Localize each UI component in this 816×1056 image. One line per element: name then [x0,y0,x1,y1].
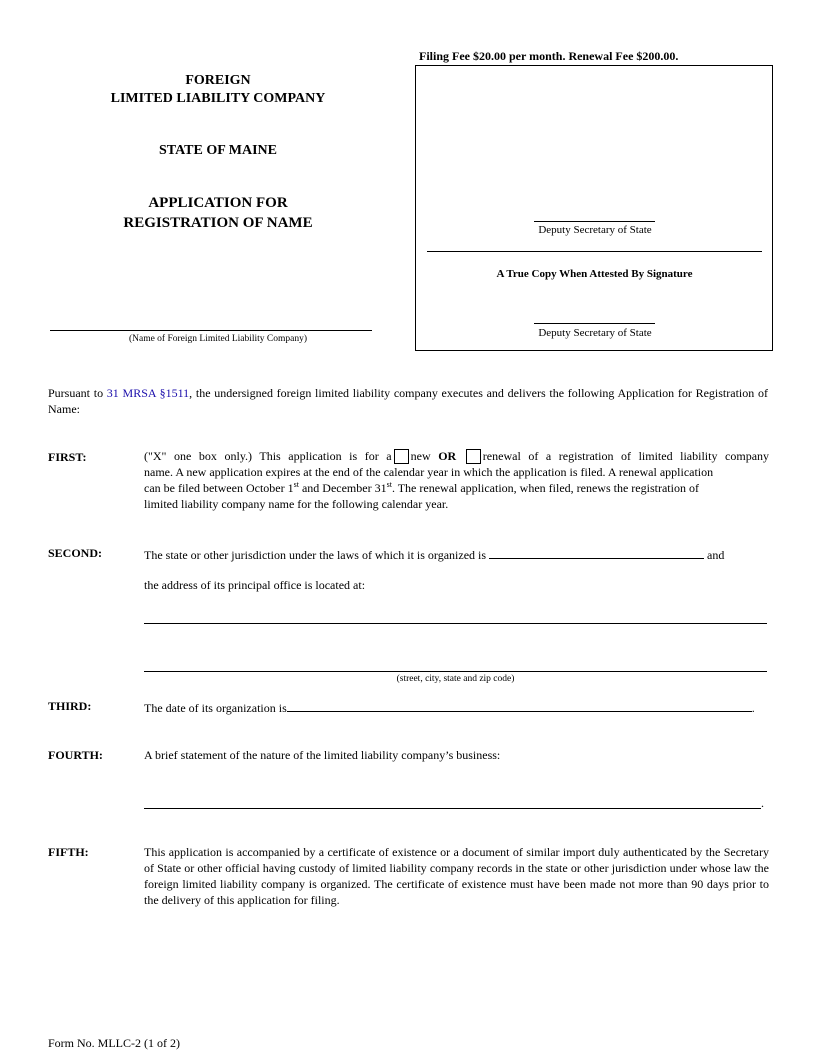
fourth-label: FOURTH: [48,748,103,762]
jurisdiction-text: The state or other jurisdiction under the laws of which it is organized is [144,548,487,562]
company-name-caption: (Name of Foreign Limited Liability Company) [128,334,308,344]
first-section [144,448,769,512]
address-caption: (street, city, state and zip code) [396,674,515,684]
business-nature-line[interactable] [144,808,761,809]
first-label: FIRST: [48,450,87,464]
form-number: Form No. MLLC-2 (1 of 2) [48,1036,180,1050]
first-line-2: name. A new application expires at the end of the calendar year in which the application is filed. A renewal application [144,465,714,479]
company-name-line[interactable] [50,330,372,331]
address-line-2[interactable] [144,671,767,672]
new-checkbox[interactable] [394,449,409,464]
first-line-3c: . The renewal application, when filed, renews the registration of [391,481,699,495]
deputy-label-2: Deputy Secretary of State [538,327,652,339]
new-option-label: new [410,449,431,463]
header-line-2: LIMITED LIABILITY COMPANY [110,91,326,106]
third-line [144,699,755,716]
sup-oct: st [293,480,299,489]
jurisdiction-field[interactable] [489,546,704,559]
filing-stamp-box [415,65,773,351]
organization-date-field[interactable] [287,699,752,712]
form-title-line-2: REGISTRATION OF NAME [123,215,313,231]
address-line-1[interactable] [144,623,767,624]
business-nature-prompt: A brief statement of the nature of the limited liability company’s business: [144,748,501,762]
statute-link[interactable]: 31 MRSA §1511 [106,386,190,400]
third-label: THIRD: [48,699,92,713]
organization-date-text: The date of its organization is [144,701,287,715]
fifth-label: FIFTH: [48,845,89,859]
true-copy-text: A True Copy When Attested By Signature [496,268,693,280]
second-line-1 [144,546,724,563]
fourth-period: . [761,796,764,810]
and-text: and [707,548,725,562]
renewal-checkbox[interactable] [466,449,481,464]
third-period: . [751,701,755,715]
deputy-label-1: Deputy Secretary of State [538,224,652,236]
form-title-line-1: APPLICATION FOR [148,195,288,211]
deputy-signature-line-2 [534,323,655,324]
first-line-3 [144,480,769,496]
second-label: SECOND: [48,546,103,560]
first-line-4: limited liability company name for the following calendar year. [144,497,449,511]
first-instruction: ("X" one box only.) This application is for a [144,449,392,463]
address-prompt: the address of its principal office is located at: [144,578,366,592]
renewal-option-label: renewal of a registration of limited liability company [482,449,770,463]
sup-dec: st [386,480,392,489]
first-line-3b: and December 31 [298,481,387,495]
intro-paragraph [48,385,768,417]
state-heading: STATE OF MAINE [159,143,277,158]
filing-fee-note: Filing Fee $20.00 per month. Renewal Fee $200.00. [419,49,679,63]
header-line-1: FOREIGN [185,73,251,88]
filing-box-divider [427,251,762,252]
or-text: OR [438,449,457,463]
first-line-3a: can be filed between October 1 [144,481,294,495]
intro-prefix: Pursuant to [48,386,107,400]
deputy-signature-line-1 [534,221,655,222]
intro-suffix: , the undersigned foreign limited liability company executes and delivers the following Application for Registration of Name: [48,386,768,416]
fifth-paragraph: This application is accompanied by a certificate of existence or a document of similar import duly authenticated by the Secretary of State or other official having custody of limited liability company records in the state or other jurisdiction under whose law the foreign limited liability company is organized. The certificate of existence must have been made not more than 90 days prior to the delivery of this application for filing. [144,845,769,907]
